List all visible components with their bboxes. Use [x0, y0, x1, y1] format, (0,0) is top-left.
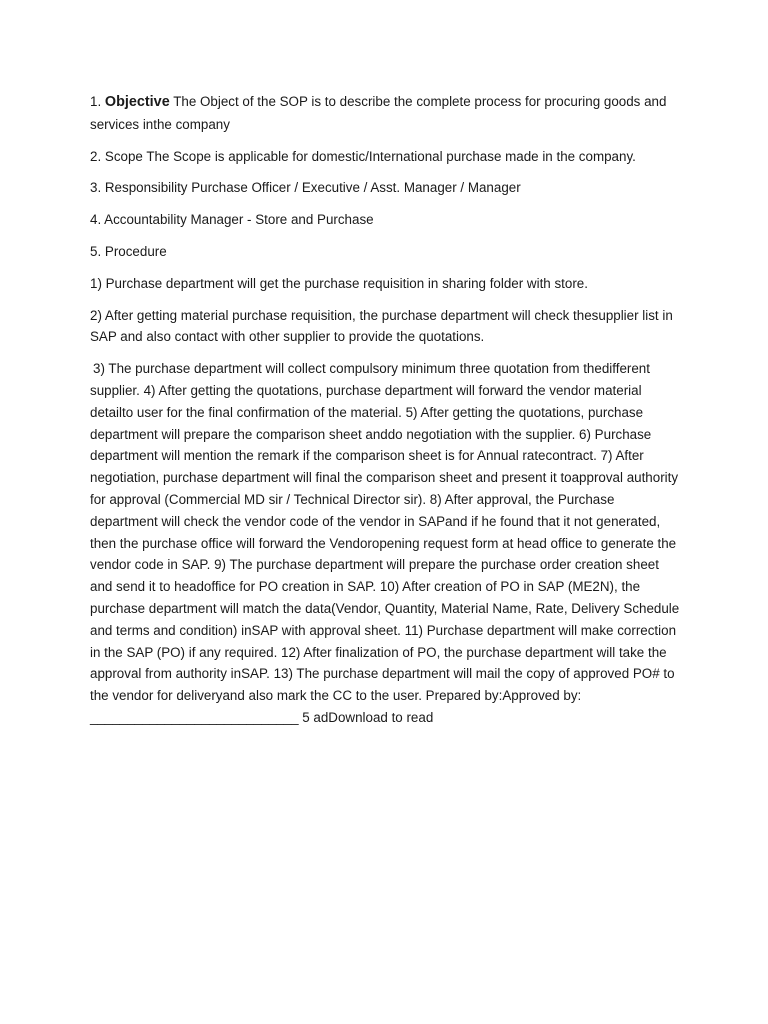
objective-heading: Objective — [104, 94, 170, 110]
responsibility-paragraph: 3. Responsibility Purchase Officer / Executive / Asst. Manager / Manager — [90, 180, 521, 196]
objective-paragraph — [90, 91, 680, 136]
objective-text: The Object of the SOP is to describe the complete process for procuring goods and services inthe company — [90, 94, 667, 132]
document-page — [90, 91, 680, 729]
procedure-step-2: 2) After getting material purchase requisition, the purchase department will check thesupplier list in SAP and also contact with other supplier to provide the quotations. — [90, 307, 673, 345]
procedure-step-1: 1) Purchase department will get the purchase requisition in sharing folder with store. — [90, 275, 588, 291]
objective-number: 1. — [90, 94, 102, 109]
procedure-heading: 5. Procedure — [90, 243, 167, 259]
accountability-paragraph: 4. Accountability Manager - Store and Purchase — [90, 212, 374, 228]
procedure-steps-continued: 3) The purchase department will collect compulsory minimum three quotation from thedifferent supplier. 4) After getting the quotations, purchase department will forward the vendor material detailto user for the final confirmation of the material. 5) After getting the quotations, purchase department will prepare the comparison sheet anddo negotiation with the supplier. 6) Purchase department will mention the remark if the comparison sheet is for Annual ratecontract. 7) After negotiation, purchase department will final the comparison sheet and present it toapproval authority for approval (Commercial MD sir / Technical Director sir). 8) After approval, the Purchase department will check the vendor code of the vendor in SAPand if he found that it not generated, then the purchase office will forward the Vendoropening request form at head office to generate the vendor code in SAP. 9) The purchase department will prepare the purchase order creation sheet and send it to headoffice for PO creation in SAP. 10) After creation of PO in SAP (ME2N), the purchase department will match the data(Vendor, Quantity, Material Name, Rate, Delivery Schedule and terms and condition) inSAP with approval sheet. 11) Purchase department will make correction in the SAP (PO) if any required. 12) After finalization of PO, the purchase department will take the approval from authority inSAP. 13) The purchase department will mail the copy of approved PO# to the vendor for deliveryand also mark the CC to the user. Prepared by:Approved by: ____________________________ 5 adDownload to read — [90, 361, 680, 725]
scope-paragraph: 2. Scope The Scope is applicable for domestic/International purchase made in the company. — [90, 148, 636, 164]
